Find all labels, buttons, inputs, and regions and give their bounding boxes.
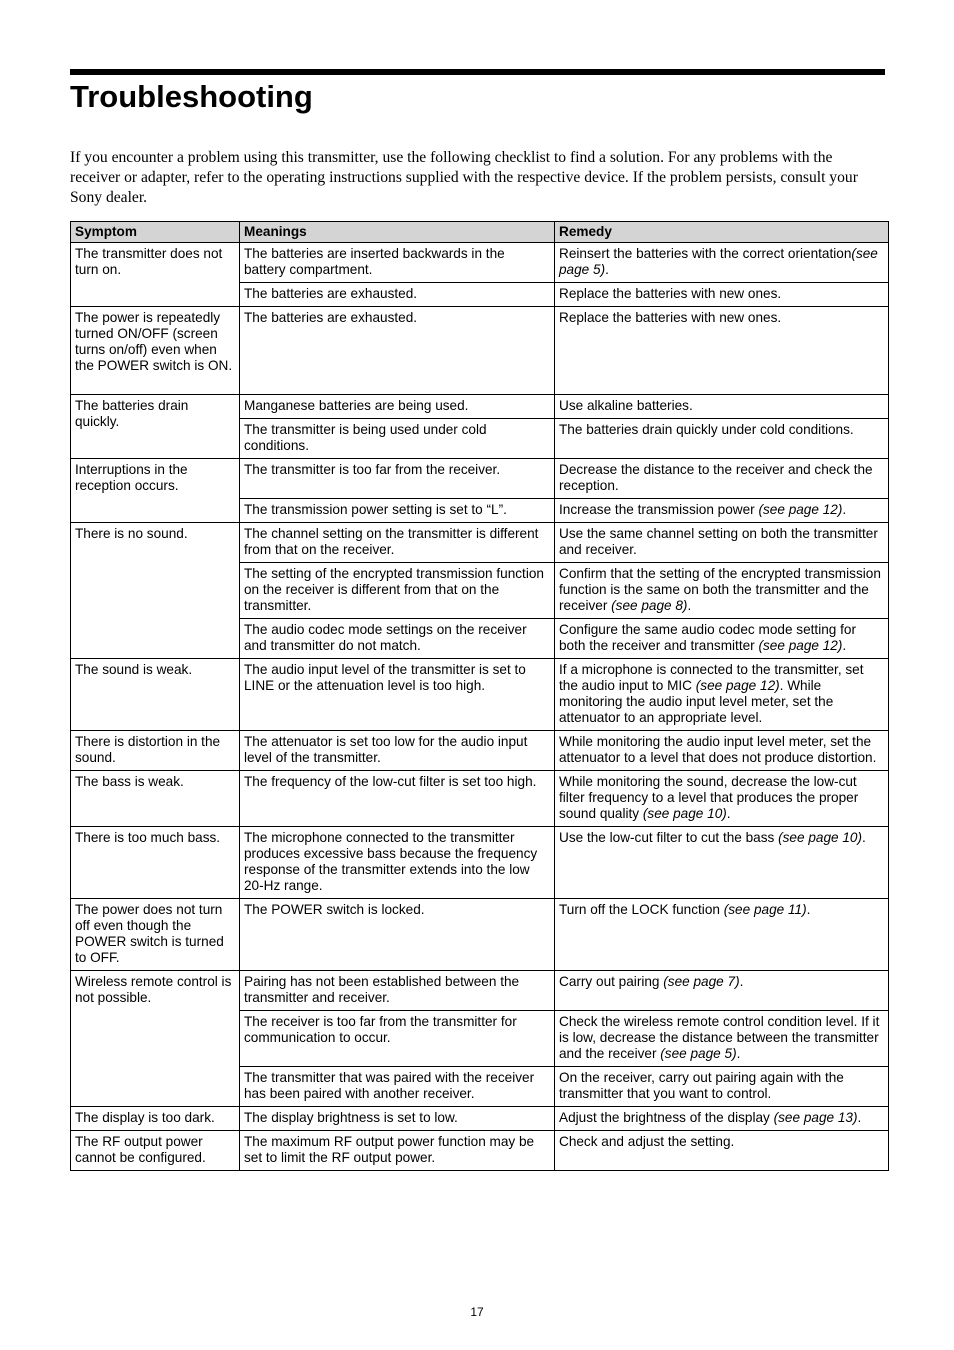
remedy-text-tail: . [736, 1046, 741, 1061]
remedy-text: Carry out pairing [559, 974, 664, 989]
symptom-cell: The bass is weak. [71, 771, 240, 827]
remedy-cell [555, 563, 889, 619]
remedy-text: Use the low-cut filter to cut the bass [559, 830, 779, 845]
remedy-cell [555, 899, 889, 971]
meaning-cell: The transmitter is being used under cold conditions. [240, 419, 555, 459]
table-header-row [71, 222, 889, 243]
remedy-cell [555, 499, 889, 523]
remedy-text-tail: . [726, 806, 731, 821]
remedy-text: The batteries drain quickly under cold conditions. [559, 422, 854, 437]
meaning-cell: The batteries are exhausted. [240, 307, 555, 395]
remedy-cell [555, 283, 889, 307]
page-title: Troubleshooting [70, 79, 313, 114]
remedy-text-tail: . [739, 974, 744, 989]
remedy-cell [555, 971, 889, 1011]
remedy-text-tail: . [806, 902, 811, 917]
symptom-cell: The power is repeatedly turned ON/OFF (screen turns on/off) even when the POWER switch is ON. [71, 307, 240, 395]
symptom-cell: There is no sound. [71, 523, 240, 659]
remedy-text: Adjust the brightness of the display [559, 1110, 774, 1125]
meaning-cell: The receiver is too far from the transmitter for communication to occur. [240, 1011, 555, 1067]
page-reference-link[interactable]: (see page 12) [758, 502, 843, 517]
remedy-text: Turn off the LOCK function [559, 902, 724, 917]
page-reference-link[interactable]: (see page 11) [723, 902, 807, 917]
meaning-cell: The audio codec mode settings on the receiver and transmitter do not match. [240, 619, 555, 659]
symptom-cell: The display is too dark. [71, 1107, 240, 1131]
meaning-cell: The transmitter that was paired with the receiver has been paired with another receiver. [240, 1067, 555, 1107]
meaning-cell: The channel setting on the transmitter is different from that on the receiver. [240, 523, 555, 563]
remedy-text-tail: . [842, 638, 847, 653]
remedy-text: Check and adjust the setting. [559, 1134, 735, 1149]
remedy-text: While monitoring the audio input level meter, set the attenuator to a level that does not produce distortion. [559, 734, 877, 765]
symptom-cell: There is distortion in the sound. [71, 731, 240, 771]
remedy-cell [555, 243, 889, 283]
page-number: 17 [470, 1305, 484, 1319]
remedy-cell [555, 731, 889, 771]
meaning-cell: The batteries are inserted backwards in the battery compartment. [240, 243, 555, 283]
meaning-cell: Pairing has not been established between the transmitter and receiver. [240, 971, 555, 1011]
remedy-text: Replace the batteries with new ones. [559, 286, 782, 301]
meaning-cell: The transmission power setting is set to “L”. [240, 499, 555, 523]
meaning-cell: The frequency of the low-cut filter is set too high. [240, 771, 555, 827]
meaning-cell: The batteries are exhausted. [240, 283, 555, 307]
page-reference-link[interactable]: (see page 10) [778, 830, 862, 845]
meaning-cell: The setting of the encrypted transmission function on the receiver is different from that on the transmitter. [240, 563, 555, 619]
table-row [71, 1107, 889, 1131]
remedy-text: Confirm that the setting of the encrypted transmission function is the same on both the transmitter and the receiver [559, 566, 881, 613]
remedy-text: If a microphone is connected to the transmitter, set the audio input to MIC [559, 662, 864, 693]
remedy-cell [555, 395, 889, 419]
remedy-cell [555, 307, 889, 395]
symptom-cell: There is too much bass. [71, 827, 240, 899]
table-row [71, 827, 889, 899]
symptom-cell: The power does not turn off even though the POWER switch is turned to OFF. [71, 899, 240, 971]
meaning-cell: The POWER switch is locked. [240, 899, 555, 971]
table-row [71, 899, 889, 971]
page-reference-link[interactable]: (see page 12) [758, 638, 843, 653]
table-row [71, 971, 889, 1011]
remedy-text: On the receiver, carry out pairing again with the transmitter that you want to control. [559, 1070, 844, 1101]
meaning-cell: The display brightness is set to low. [240, 1107, 555, 1131]
page-reference-link[interactable]: (see page 12) [695, 678, 780, 693]
header-meanings: Meanings [240, 222, 555, 243]
table-row [71, 771, 889, 827]
intro-paragraph: If you encounter a problem using this transmitter, use the following checklist to find a solution. For any problems with the receiver or adapter, refer to the operating instructions supplied with the respective device. If the problem persists, consult your Sony dealer. [70, 149, 858, 206]
remedy-text-tail: . [687, 598, 692, 613]
remedy-text-tail: . While monitoring the audio input level meter, set the attenuator to an appropriate level. [559, 678, 834, 725]
troubleshooting-table [70, 221, 889, 1171]
remedy-cell [555, 827, 889, 899]
remedy-text: Reinsert the batteries with the correct orientation [559, 246, 852, 261]
symptom-cell: The transmitter does not turn on. [71, 243, 240, 307]
page-reference-link[interactable]: (see page 5) [660, 1046, 737, 1061]
table-row [71, 1131, 889, 1171]
table-row [71, 459, 889, 499]
symptom-cell: The sound is weak. [71, 659, 240, 731]
remedy-text-tail: . [842, 502, 847, 517]
meaning-cell: Manganese batteries are being used. [240, 395, 555, 419]
header-symptom: Symptom [71, 222, 240, 243]
table-row [71, 731, 889, 771]
symptom-cell: Interruptions in the reception occurs. [71, 459, 240, 523]
remedy-text-tail: . [857, 1110, 862, 1125]
symptom-cell: The batteries drain quickly. [71, 395, 240, 459]
remedy-cell [555, 1107, 889, 1131]
table-row [71, 523, 889, 563]
symptom-cell: The RF output power cannot be configured. [71, 1131, 240, 1171]
meaning-cell: The attenuator is set too low for the audio input level of the transmitter. [240, 731, 555, 771]
remedy-text: Decrease the distance to the receiver and check the reception. [559, 462, 873, 493]
remedy-cell [555, 419, 889, 459]
meaning-cell: The transmitter is too far from the receiver. [240, 459, 555, 499]
remedy-text: Check the wireless remote control condition level. If it is low, decrease the distance between the transmitter and the receiver [559, 1014, 880, 1061]
table-body [71, 243, 889, 1171]
remedy-cell [555, 1011, 889, 1067]
remedy-text-tail: . [862, 830, 866, 845]
meaning-cell: The microphone connected to the transmitter produces excessive bass because the frequency response of the transmitter extends into the low 20-Hz range. [240, 827, 555, 899]
page-reference-link[interactable]: (see page 10) [642, 806, 727, 821]
page-reference-link[interactable]: (see page 5) [559, 246, 878, 277]
title-rule [70, 69, 885, 75]
table-row [71, 243, 889, 283]
remedy-text: While monitoring the sound, decrease the low-cut filter frequency to a level that produces the proper sound quality [559, 774, 859, 821]
remedy-text-tail: . [605, 262, 609, 277]
remedy-text: Use the same channel setting on both the transmitter and receiver. [559, 526, 878, 557]
meaning-cell: The maximum RF output power function may be set to limit the RF output power. [240, 1131, 555, 1171]
remedy-text: Increase the transmission power [559, 502, 759, 517]
table-row [71, 307, 889, 395]
table-row [71, 395, 889, 419]
meaning-cell: The audio input level of the transmitter is set to LINE or the attenuation level is too high. [240, 659, 555, 731]
remedy-cell [555, 1131, 889, 1171]
remedy-cell [555, 659, 889, 731]
remedy-cell [555, 459, 889, 499]
remedy-cell [555, 771, 889, 827]
page-reference-link[interactable]: (see page 13) [773, 1110, 858, 1125]
page-reference-link[interactable]: (see page 8) [611, 598, 688, 613]
remedy-cell [555, 619, 889, 659]
remedy-text: Configure the same audio codec mode setting for both the receiver and transmitter [559, 622, 856, 653]
remedy-cell [555, 1067, 889, 1107]
page-reference-link[interactable]: (see page 7) [663, 974, 740, 989]
remedy-text: Use alkaline batteries. [559, 398, 693, 413]
remedy-text: Replace the batteries with new ones. [559, 310, 782, 325]
header-remedy: Remedy [555, 222, 889, 243]
symptom-cell: Wireless remote control is not possible. [71, 971, 240, 1107]
table-row [71, 659, 889, 731]
remedy-cell [555, 523, 889, 563]
